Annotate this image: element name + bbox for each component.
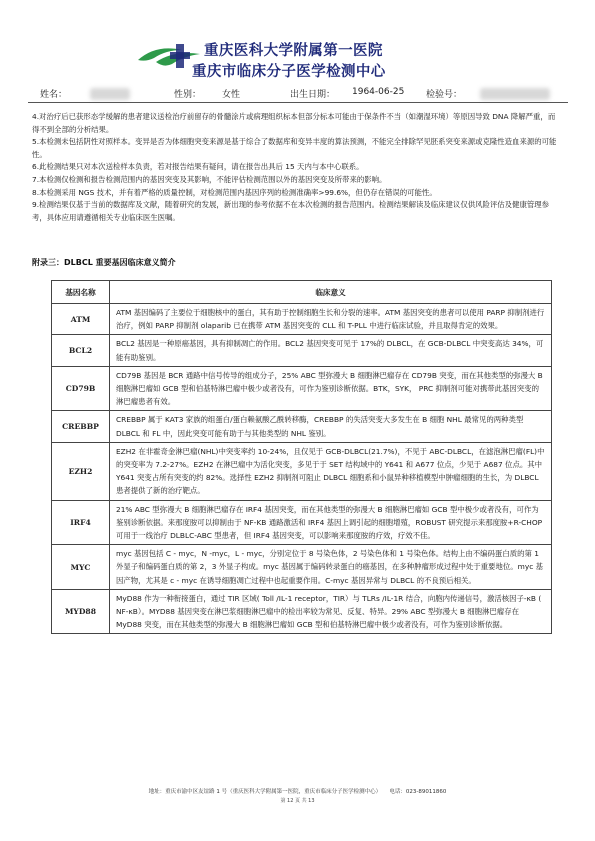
table-row xyxy=(52,500,552,545)
id-label: 检验号： xyxy=(426,90,463,100)
redacted-name xyxy=(90,88,130,100)
report-header xyxy=(0,0,595,86)
gene-name: CD79B xyxy=(52,366,110,411)
gene-name: BCL2 xyxy=(52,335,110,366)
gene-significance: ATM 基因编码了主要位于细胞核中的蛋白，其有助于控制细胞生长和分裂的速率。ATM 基因突变的患者可以使用 PARP 抑制剂进行治疗，例如 PARP 抑制剂 olaparib 已在携带 ATM 基因突变的 CLL 和 T-PLL 中进行临床试验，并且取得肯定的效果。 xyxy=(110,304,552,335)
table-row xyxy=(52,589,552,634)
report-notes xyxy=(32,111,562,224)
note-item: 4.对治疗后已获形态学缓解的患者建议送检治疗前留存的骨髓涂片或病理组织标本但部分标本可能由于保条件不当（如潮湿环境）等原因导致 DNA 降解严重，而得不到全部的分析结果。 xyxy=(32,112,556,134)
gene-name: IRF4 xyxy=(52,500,110,545)
dob-label: 出生日期： xyxy=(290,90,336,100)
footer-address: 地址：重庆市渝中区友谊路 1 号（重庆医科大学附属第一医院，重庆市临床分子医学检测中心） 电话：023-89011860 xyxy=(148,789,447,795)
dob-value: 1964-06-25 xyxy=(352,87,405,97)
gene-significance: MyD88 作为一种衔接蛋白，通过 TIR 区域( Toll /IL-1 receptor，TIR）与 TLRs /IL-1R 结合，向胞内传递信号，激活核因子-κB ( NF-κB）。MYD88 基因突变在淋巴浆细胞淋巴瘤中的检出率较为常见、反复、特异。29% ABC 型弥漫大 B 细胞淋巴瘤存在 MyD88 突变，而在其他类型的弥漫大 B 细胞淋巴瘤如 GCB 型和伯基特淋巴瘤中极少或者没有，可作为鉴别诊断依据。 xyxy=(110,589,552,634)
gene-significance: EZH2 在非霍奇金淋巴瘤(NHL)中突变率约 10-24%，且仅见于 GCB-DLBCL(21.7%)，不见于 ABC-DLBCL，在滤泡淋巴瘤(FL)中的突变率为 7.2-27%。EZH2 在淋巴瘤中为活化突变，多见于于 SET 结构域中的 Y641 和 A677 位点，少见于 A687 位点。其中 Y641 突变占所有突变的约 82%。选择性 EZH2 抑制剂可阻止 DLBCL 细胞系和小鼠异种移植模型中肿瘤细胞的生长，为 DLBCL 患者提供了新的治疗靶点。 xyxy=(110,442,552,500)
redacted-id xyxy=(480,88,550,100)
gene-name: MYD88 xyxy=(52,589,110,634)
gene-significance: 21% ABC 型弥漫大 B 细胞淋巴瘤存在 IRF4 基因突变，而在其他类型的弥漫大 B 细胞淋巴瘤如 GCB 型中极少或者没有，可作为鉴别诊断依据。来那度胺可以抑制由于 NF-KB 通路激活和 IRF4 基因上调引起的细胞增殖，ROBUST 研究提示来那度胺+R-CHOP 可用于一线治疗 DLBLC-ABC 型患者，但 IRF4 基因突变，可以影响来那度胺的疗效，疗效不佳。 xyxy=(110,500,552,545)
table-row xyxy=(52,366,552,411)
gender-label: 性别： xyxy=(174,90,202,100)
table-row xyxy=(52,304,552,335)
table-row xyxy=(52,411,552,442)
gene-significance-table xyxy=(51,280,552,634)
gene-significance: BCL2 基因是一种原癌基因，具有抑制凋亡的作用。BCL2 基因突变可见于 17%的 DLBCL，在 GCB-DLBCL 中突变高达 34%，可能有助鉴别。 xyxy=(110,335,552,366)
note-item: 6.此检测结果只对本次送检样本负责，若对报告结果有疑问，请在报告出具后 15 天内与本中心联系。 xyxy=(32,162,364,172)
column-header-gene: 基因名称 xyxy=(52,281,110,304)
gene-name: ATM xyxy=(52,304,110,335)
page-number: 第 12 页 共 13 xyxy=(280,798,315,804)
gene-significance: myc 基因包括 C - myc，N -myc，L - myc，分别定位于 8 号染色体，2 号染色体和 1 号染色体。结构上由不编码蛋白质的第 1 外显子和编码蛋白质的第 2，3 外显子构成。myc 基因属于编码转录蛋白的癌基因，在多种肿瘤形成过程中处于重要地位。myc 基因产物，尤其是 c - myc 在诱导细胞凋亡过程中也起重要作用。C-myc 基因异常与 DLBCL 的不良预后相关。 xyxy=(110,545,552,590)
note-item: 7.本检测仅检测和报告检测范围内的基因突变及其影响，不能评估检测范围以外的基因突变及所带来的影响。 xyxy=(32,174,387,184)
table-row xyxy=(52,442,552,500)
column-header-significance: 临床意义 xyxy=(110,281,552,304)
gene-name: EZH2 xyxy=(52,442,110,500)
gene-name: CREBBP xyxy=(52,411,110,442)
patient-info-row xyxy=(28,86,568,102)
gene-significance: CREBBP 属于 KAT3 家族的组蛋白/蛋白赖氨酸乙酰转移酶，CREBBP 的失活突变大多发生在 B 细胞 NHL 最常见的两种类型 DLBCL 和 FL 中，因此突变可能有助于与其他类型的 NHL 鉴别。 xyxy=(110,411,552,442)
header-divider xyxy=(28,102,568,103)
gender-value: 女性 xyxy=(222,90,241,100)
gene-significance: CD79B 基因是 BCR 通路中信号传导的组成分子，25% ABC 型弥漫大 B 细胞淋巴瘤存在 CD79B 突变，而在其他类型的弥漫大 B 细胞淋巴瘤如 GCB 型和伯基特淋巴瘤中极少或者没有，可作为鉴别诊断依据。BTK，SYK， PRC 抑制剂可能对携带此基因突变的淋巴瘤患者有效。 xyxy=(110,366,552,411)
table-row xyxy=(52,545,552,590)
center-name: 重庆市临床分子医学检测中心 xyxy=(192,64,386,80)
note-item: 9.检测结果仅基于当前的数据库及文献，随着研究的发展，新出现的参考依据不在本次检测的报告范围内。检测结果解读及临床建议仅供风险评估及健康管理参考，具体应用请遵循相关专业临床医生医嘱。 xyxy=(32,200,550,222)
gene-name: MYC xyxy=(52,545,110,590)
table-row xyxy=(52,335,552,366)
note-item: 8.本检测采用 NGS 技术，并有着严格的质量控制，对检测范围内基因序列的检测准确率>99.6%，但仍存在错误的可能性。 xyxy=(32,187,437,197)
note-item: 5.本检测未包括阴性对照样本。变异是否为体细胞突变来源是基于综合了数据库和变异丰度的算法预测，不能完全排除罕见胚系突变来源或克隆性造血来源的可能性。 xyxy=(32,137,557,159)
table-header-row xyxy=(52,281,552,304)
hospital-name: 重庆医科大学附属第一医院 xyxy=(204,43,383,59)
name-label: 姓名： xyxy=(40,90,68,100)
appendix-title: 附录三：DLBCL 重要基因临床意义简介 xyxy=(32,258,176,267)
